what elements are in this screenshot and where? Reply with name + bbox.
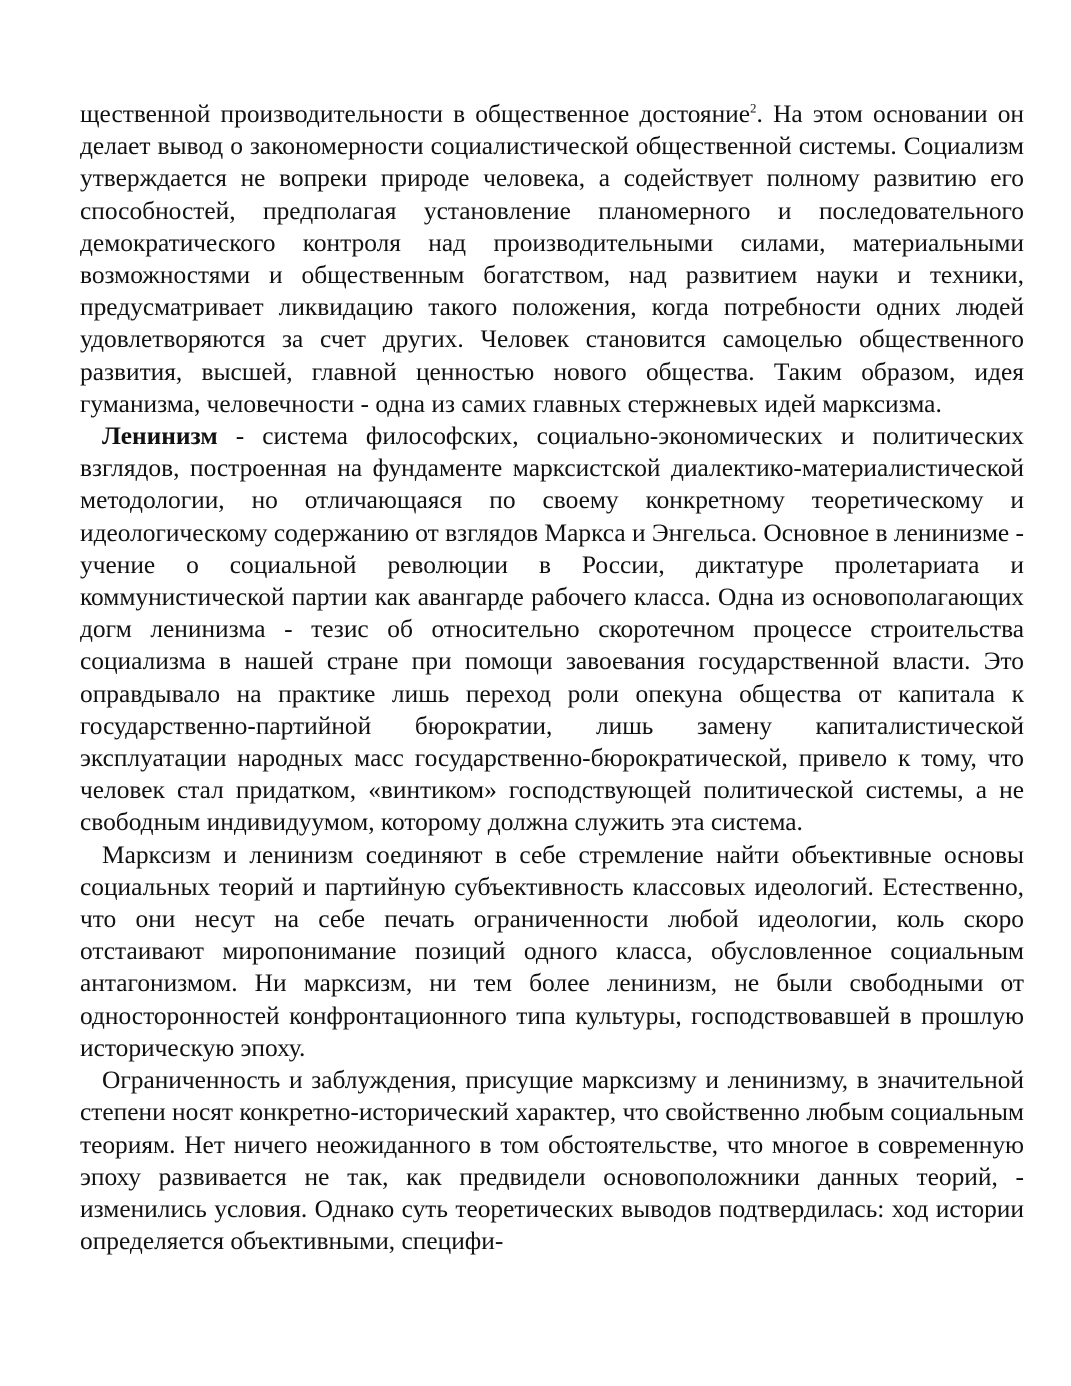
- paragraph-marxism-leninism: [80, 839, 1024, 1064]
- paragraph-leninism: [80, 420, 1024, 839]
- paragraph-limitations: [80, 1064, 1024, 1257]
- term-leninism: Ленинизм: [102, 422, 218, 451]
- paragraph-text: Ограниченность и заблуждения, присущие марксизму и ленинизму, в значительной степени носят конкретно-исторический характер, что свойственно любым социальным теориям. Нет ничего неожиданного в том обстоятельстве, что многое в современную эпоху развивается не так, как предвидели основоположники данных теорий, - изменились условия. Однако суть теоретических выводов подтвердилась: ход истории определяется объективными, специфи-: [80, 1066, 1024, 1256]
- paragraph-marxism-humanism: [80, 98, 1024, 420]
- paragraph-text: - система философских, социально-экономических и политических взглядов, построенная на фундаменте марксистской диалектико-материалистической методологии, но отличающаяся по своему конкретному теоретическому и идеологическому содержанию от взглядов Маркса и Энгельса. Основное в ленинизме - учение о социальной революции в России, диктатуре пролетариата и коммунистической партии как авангарде рабочего класса. Одна из основополагающих догм ленинизма - тезис об относительно скоротечном процессе строительства социализма в нашей стране при помощи завоевания государственной власти. Это оправдывало на практике лишь переход роли опекуна общества от капитала к государственно-партийной бюрократии, лишь замену капиталистической эксплуатации народных масс государственно-бюрократической, привело к тому, что человек стал придатком, «винтиком» господствующей политической системы, а не свободным индивидуумом, которому должна служить эта система.: [80, 422, 1024, 837]
- page-body: [80, 98, 1024, 1257]
- paragraph-text: Марксизм и ленинизм соединяют в себе стремление найти объективные основы социальных теорий и партийную субъективность классовых идеологий. Естественно, что они несут на себе печать ограниченности любой идеологии, коль скоро отстаивают миропонимание позиций одного класса, обусловленное социальным антагонизмом. Ни марксизм, ни тем более ленинизм, не были свободными от односторонностей конфронтационного типа культуры, господствовавшей в прошлую историческую эпоху.: [80, 840, 1024, 1062]
- paragraph-text: щественной производительности в общественное достояние: [80, 100, 751, 128]
- paragraph-text: . На этом основании он делает вывод о закономерности социалистической общественной системы. Социализм утверждается не вопреки природе человека, а содействует полному развитию его способностей, предполагая установление планомерного и последовательного демократического контроля над производительными силами, материальными возможностями и общественным богатством, над развитием науки и техники, предусматривает ликвидацию такого положения, когда потребности одних людей удовлетворяются за счет других. Человек становится самоцелью общественного развития, высшей, главной ценностью нового общества. Таким образом, идея гуманизма, человечности - одна из самих главных стержневых идей марксизма.: [80, 100, 1024, 418]
- footnote-marker: 2: [750, 100, 757, 116]
